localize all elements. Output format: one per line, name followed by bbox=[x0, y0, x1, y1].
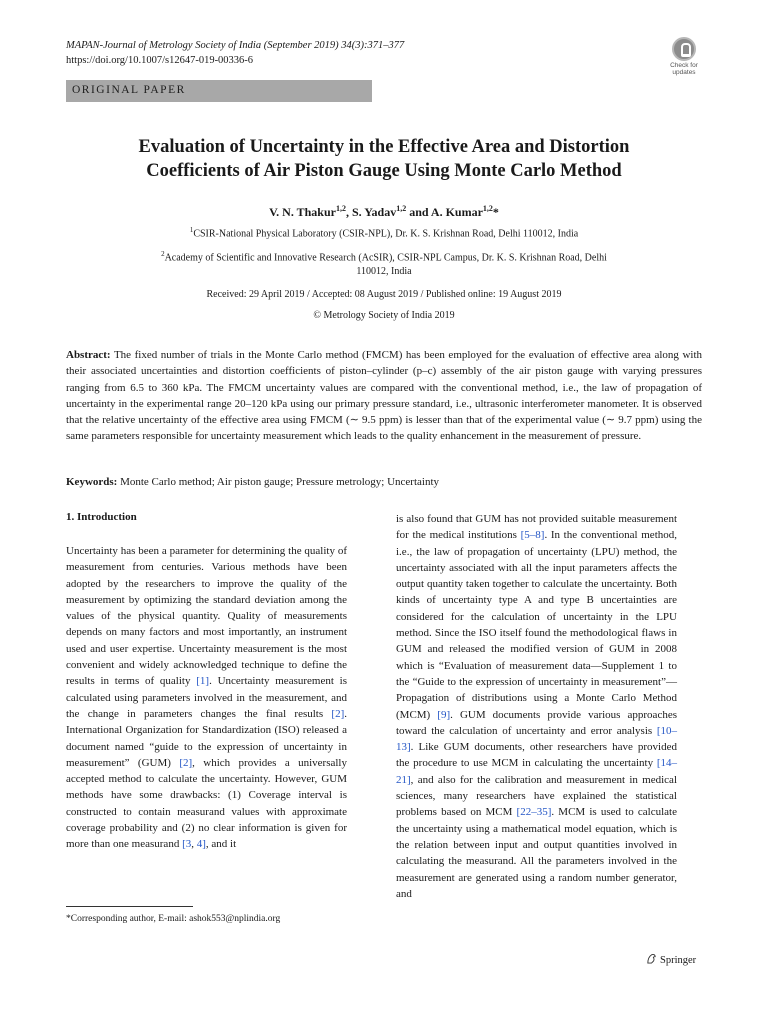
author-separator: , bbox=[345, 205, 352, 219]
keywords-text: Monte Carlo method; Air piston gauge; Pressure metrology; Uncertainty bbox=[117, 476, 440, 488]
corresponding-author-mark: * bbox=[492, 205, 499, 219]
title-line-1: Evaluation of Uncertainty in the Effective Area and Distortion bbox=[138, 137, 630, 157]
article-type-label: ORIGINAL PAPER bbox=[72, 84, 186, 96]
abstract-text: The fixed number of trials in the Monte Carlo method (FMCM) has been employed for the evaluation of effective area along with their associated uncertainties and distortion coefficients of piston–cylinder (p–c) assembly of the air piston gauge with varying pressures ranging from 6.5 to 360 kPa. The FMCM uncertainty values are compared with the conventional method, i.e., the law of propagation of uncertainty in the experimental range 20–120 kPa using our primary pressure standard, i.e., ultrasonic interferometer manometer. It is observed that the relative uncertainty of the effective area using FMCM (∼ 9.5 ppm) is lesser than that of the experimental value (∼ 9.7 ppm) using the same parameters responsible for uncertainty measurement which leads to the quality enhancement in the measurement of pressure. bbox=[66, 349, 702, 443]
body-text: is also found that GUM has not provided suitable measurement for the medical institutions bbox=[396, 513, 677, 542]
publisher-name: Springer bbox=[660, 955, 697, 966]
affiliation-2 bbox=[66, 247, 702, 279]
paper-title bbox=[66, 135, 702, 183]
title-line-2: Coefficients of Air Piston Gauge Using Monte Carlo Method bbox=[146, 161, 622, 181]
abstract bbox=[66, 347, 702, 445]
citation-link[interactable]: [10–13] bbox=[396, 724, 677, 754]
citation-link[interactable]: [14–21] bbox=[396, 757, 677, 786]
body-text: , and it bbox=[205, 838, 237, 851]
doi-link[interactable]: https://doi.org/10.1007/s12647-019-00336-6 bbox=[66, 55, 254, 66]
footnote-divider bbox=[66, 906, 193, 907]
publisher-mark bbox=[646, 953, 696, 966]
body-text: . International Organization for Standardization (ISO) released a document named “guide to the expression of uncertainty in measurement” (GUM) bbox=[66, 707, 347, 769]
badge-label-line1: Check for bbox=[670, 62, 698, 69]
citation-link[interactable]: [2] bbox=[179, 756, 193, 769]
citation-link[interactable]: [3 bbox=[182, 838, 192, 851]
author-list bbox=[66, 204, 702, 220]
affiliation-1 bbox=[66, 223, 702, 241]
body-column-left bbox=[66, 543, 347, 853]
copyright-notice: © Metrology Society of India 2019 bbox=[313, 310, 455, 321]
badge-label-line2: updates bbox=[672, 69, 696, 76]
affiliation-text: CSIR-National Physical Laboratory (CSIR-NPL), Dr. K. S. Krishnan Road, Delhi 110012, India bbox=[193, 228, 579, 240]
body-text: . GUM documents provide various approaches toward the calculation of uncertainty and error analysis bbox=[396, 708, 677, 737]
citation-link[interactable]: [2] bbox=[331, 707, 345, 720]
citation-link[interactable]: [5–8] bbox=[520, 529, 545, 542]
body-text: . Uncertainty measurement is calculated using parameters involved in the measurement, and the change in parameters changes the final results bbox=[66, 675, 347, 720]
body-text: , which provides a universally accepted method to calculate the uncertainty. However, GUM methods have some drawbacks: (1) Coverage interval is constructed to contain measurand values with approximate coverage probability and (2) no clear information is given for more than one measurand bbox=[66, 756, 347, 851]
check-for-updates-badge[interactable] bbox=[663, 37, 705, 75]
author-separator: and bbox=[406, 205, 431, 219]
author-name[interactable]: V. N. Thakur bbox=[269, 205, 336, 219]
section-heading: 1. Introduction bbox=[66, 511, 137, 523]
publication-dates: Received: 29 April 2019 / Accepted: 08 August 2019 / Published online: 19 August 2019 bbox=[206, 289, 562, 300]
springer-horse-icon bbox=[646, 953, 657, 964]
author-name[interactable]: A. Kumar bbox=[430, 205, 483, 219]
body-text: . Like GUM documents, other researchers have provided the procedure to use MCM in calculating the uncertainty bbox=[396, 741, 677, 770]
bookmark-icon bbox=[672, 37, 696, 61]
journal-citation: MAPAN-Journal of Metrology Society of India (September 2019) 34(3):371–377 bbox=[66, 40, 405, 51]
citation-link[interactable]: [22–35] bbox=[516, 806, 552, 819]
keywords-label: Keywords: bbox=[66, 476, 118, 488]
author-affiliation-mark: 1,2 bbox=[335, 204, 346, 213]
affiliation-number: 1 bbox=[189, 226, 194, 234]
citation-link[interactable]: [1] bbox=[196, 675, 210, 688]
abstract-label: Abstract: bbox=[66, 349, 111, 361]
body-column-right bbox=[396, 511, 677, 902]
affiliation-text: Academy of Scientific and Innovative Research (AcSIR), CSIR-NPL Campus, Dr. K. S. Krishnan Road, Delhi bbox=[164, 252, 607, 264]
author-name[interactable]: S. Yadav bbox=[351, 205, 397, 219]
body-text: , and also for the calibration and measurement in medical sciences, many researchers have explained the statistical problems based on MCM bbox=[396, 773, 677, 819]
body-text: Uncertainty has been a parameter for determining the quality of measurement from centuries. Various methods have been adopted by the researchers to improve the quality of the measurement by optimizing the standard deviation among the values of the physical quantity. Quality of measurements depends on many factors and most importantly, an instrument used and user expertise. Uncertainty measurement is the most convenient and widely acknowledged technique to define the results in terms of quality bbox=[66, 545, 347, 688]
citation-separator: , bbox=[191, 838, 197, 851]
affiliation-text-cont: 110012, India bbox=[356, 266, 412, 278]
affiliation-number: 2 bbox=[161, 250, 165, 258]
body-text: . In the conventional method, i.e., the law of propagation of uncertainty (LPU) method, the uncertainty associated with all the input parameters affects the output quantity taken together to calculate the uncertainty. Both kinds of uncertainty type A and type B uncertainties are considered for the calculation of uncertainty in the LPU method. Since the ISO itself found the methodological flaws in GUM and released the modified version of GUM in 2008 which is “Evaluation of measurement data—Supplement 1 to the “Guide to the expression of uncertainty in measurement”—Propagation of distributions using a Monte Carlo Method (MCM) bbox=[396, 529, 677, 721]
author-affiliation-mark: 1,2 bbox=[396, 204, 407, 213]
corresponding-author-footnote: *Corresponding author, E-mail: ashok553@nplindia.org bbox=[66, 914, 281, 924]
article-type-banner bbox=[66, 80, 372, 102]
citation-link[interactable]: [9] bbox=[437, 708, 451, 721]
author-affiliation-mark: 1,2 bbox=[482, 204, 493, 213]
body-text: . MCM is used to calculate the uncertainty using a mathematical model equation, which is the relation between input and output quantities involved in calculating the measurand. All the parameters involved in the measurement are generated using a random number generator, and bbox=[396, 806, 677, 900]
keywords bbox=[66, 476, 702, 488]
citation-link[interactable]: 4] bbox=[196, 838, 206, 851]
